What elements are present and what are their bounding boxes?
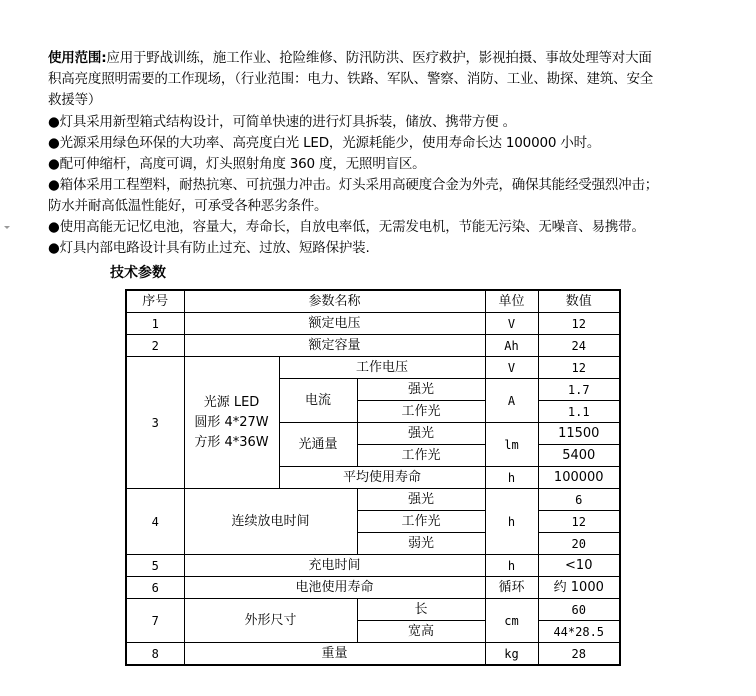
cell-name: 充电时间 <box>184 555 485 577</box>
cell-name: 外形尺寸 <box>184 599 357 643</box>
table-row <box>126 555 620 577</box>
table-row <box>126 313 620 335</box>
table-row <box>126 643 620 666</box>
cell-unit: h <box>485 467 538 489</box>
cell-value: 24 <box>538 335 620 357</box>
cell-unit: V <box>485 357 538 379</box>
cell-unit: 循环 <box>485 577 538 599</box>
cell-subname: 工作光 <box>357 445 485 467</box>
cell-name: 平均使用寿命 <box>279 467 485 489</box>
cell-value: 100000 <box>538 467 620 489</box>
cell-name: 连续放电时间 <box>184 489 357 555</box>
spec-table <box>125 289 621 666</box>
feature-item: ●灯具采用新型箱式结构设计，可简单快速的进行灯具拆装，储放、携带方便 。 <box>48 114 516 130</box>
cell-name: 重量 <box>184 643 485 666</box>
table-row <box>126 357 620 379</box>
cell-light-source-desc <box>184 357 279 489</box>
cell-subname: 宽高 <box>357 621 485 643</box>
cell-unit: A <box>485 379 538 423</box>
desc-line: 方形 4*36W <box>194 434 269 450</box>
header-value: 数值 <box>538 290 620 313</box>
cell-unit: h <box>485 555 538 577</box>
cell-name: 电池使用寿命 <box>184 577 485 599</box>
cell-unit: cm <box>485 599 538 643</box>
feature-item: ●光源采用绿色环保的大功率、高亮度白光 LED，光源耗能少，使用寿命长达 100000 小时。 <box>48 135 601 151</box>
cell-unit: kg <box>485 643 538 666</box>
intro-line-3: 救援等） <box>48 92 102 108</box>
cell-subname: 弱光 <box>357 533 485 555</box>
cell-value: 约 1000 <box>538 577 620 599</box>
cell-value: 11500 <box>538 423 620 445</box>
cell-value: 5400 <box>538 445 620 467</box>
cell-unit: V <box>485 313 538 335</box>
cell-value: 12 <box>538 313 620 335</box>
cell-name: 工作电压 <box>279 357 485 379</box>
cell-subname: 强光 <box>357 379 485 401</box>
feature-item: ●灯具内部电路设计具有防止过充、过放、短路保护装. <box>48 240 370 256</box>
cell-value: 6 <box>538 489 620 511</box>
cell-name: 额定电压 <box>184 313 485 335</box>
cell-value: 20 <box>538 533 620 555</box>
cell-name: 额定容量 <box>184 335 485 357</box>
cell-value: 1.1 <box>538 401 620 423</box>
feature-item: ●使用高能无记忆电池，容量大，寿命长，自放电率低，无需发电机，节能无污染、无噪音、易携带。 <box>48 219 645 235</box>
cell-unit: Ah <box>485 335 538 357</box>
table-row <box>126 335 620 357</box>
cell-value: 12 <box>538 511 620 533</box>
cell-subname: 工作光 <box>357 401 485 423</box>
table-row <box>126 489 620 511</box>
intro-label: 使用范围: <box>48 50 107 66</box>
intro-line-1: 应用于野战训练，施工作业、抢险维修、防汛防洪、医疗救护，影视拍摄、事故处理等对大面 <box>106 50 652 66</box>
cell-subname: 强光 <box>357 489 485 511</box>
desc-line: 光源 LED <box>203 394 260 410</box>
header-name: 参数名称 <box>184 290 485 313</box>
cell-unit: h <box>485 489 538 555</box>
cell-subname: 强光 <box>357 423 485 445</box>
cell-name: 电流 <box>279 379 357 423</box>
table-row <box>126 599 620 621</box>
header-no: 序号 <box>126 290 184 313</box>
cell-subname: 工作光 <box>357 511 485 533</box>
header-unit: 单位 <box>485 290 538 313</box>
feature-item: ●配可伸缩杆，高度可调，灯头照射角度 360 度，无照明盲区。 <box>48 156 426 172</box>
cell-value: 44*28.5 <box>538 621 620 643</box>
feature-item: ●箱体采用工程塑料，耐热抗寒、可抗强力冲击。灯头采用高硬度合金为外壳，确保其能经受强烈冲击； <box>48 177 659 193</box>
cell-subname: 长 <box>357 599 485 621</box>
cell-value: 1.7 <box>538 379 620 401</box>
intro-line-2: 积高亮度照明需要的工作现场，（行业范围：电力、铁路、军队、警察、消防、工业、勘探、建筑、安全 <box>48 71 654 87</box>
cell-no: 4 <box>126 489 184 555</box>
cell-no: 8 <box>126 643 184 666</box>
feature-list <box>48 112 658 259</box>
cell-no: 5 <box>126 555 184 577</box>
cell-no: 7 <box>126 599 184 643</box>
table-header-row <box>126 290 620 313</box>
cell-no: 3 <box>126 357 184 489</box>
cell-value: 60 <box>538 599 620 621</box>
margin-marker-icon <box>4 226 10 229</box>
cell-value: 28 <box>538 643 620 666</box>
intro-paragraph <box>48 48 653 111</box>
feature-item: 防水并耐高低温性能好，可承受各种恶劣条件。 <box>48 198 328 214</box>
desc-line: 圆形 4*27W <box>194 414 269 430</box>
table-row <box>126 577 620 599</box>
cell-no: 6 <box>126 577 184 599</box>
cell-name: 光通量 <box>279 423 357 467</box>
cell-no: 2 <box>126 335 184 357</box>
cell-value: 12 <box>538 357 620 379</box>
cell-value: <10 <box>538 555 620 577</box>
cell-no: 1 <box>126 313 184 335</box>
cell-unit: lm <box>485 423 538 467</box>
spec-title: 技术参数 <box>110 265 166 281</box>
